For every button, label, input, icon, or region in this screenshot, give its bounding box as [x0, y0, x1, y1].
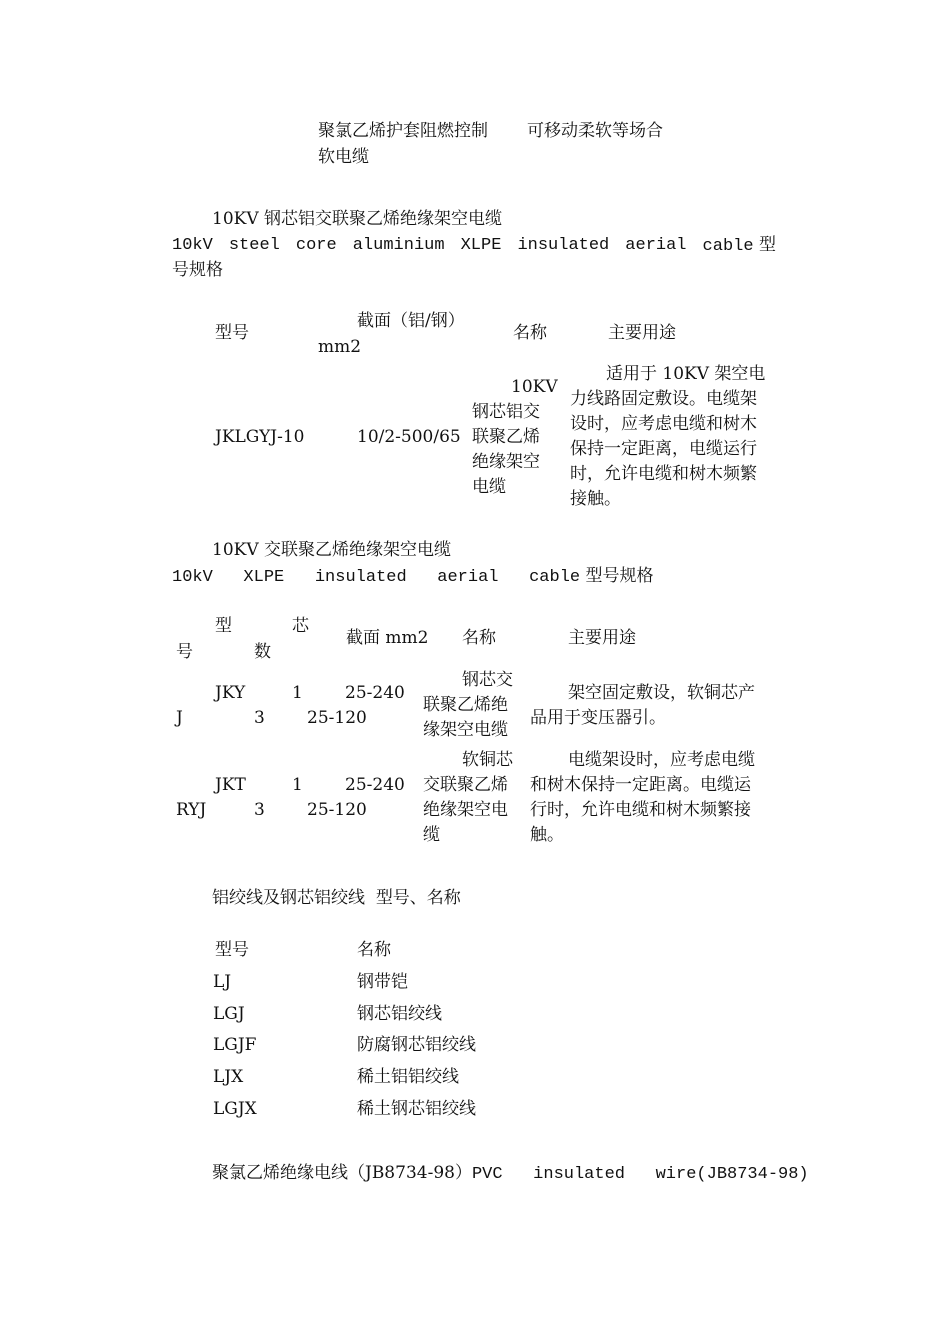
heading-en-word: aluminium: [352, 236, 445, 255]
table2-col-cores-a: 芯: [292, 616, 309, 636]
heading-en-word: aerial: [625, 236, 687, 255]
heading-en-word: XLPE: [460, 236, 502, 255]
table2-col-cores-b: 数: [254, 642, 271, 662]
heading-en-word: cable 型: [702, 235, 776, 256]
table2-row2-section-a: 25-240: [345, 775, 405, 795]
fragment-text-1: 聚氯乙烯护套阻燃控制: [318, 121, 488, 141]
table3-row-model: LGJF: [213, 1035, 257, 1055]
table2-row2-section-b: 25-120: [307, 800, 367, 820]
table3-row-model: LJ: [213, 972, 232, 992]
heading-en-word: 10kV: [172, 236, 213, 255]
table2-row2-cores-b: 3: [254, 800, 265, 820]
table3-col-name: 名称: [357, 940, 391, 960]
table2-col-model-b: 号: [176, 642, 193, 662]
fragment-text-3: 软电缆: [318, 147, 369, 167]
table2-row2-model-b: RYJ: [176, 800, 207, 820]
table3-row-model: LGJ: [213, 1004, 245, 1024]
heading-en-word: core: [295, 236, 337, 255]
table2-col-name: 名称: [462, 628, 496, 648]
section1-heading-en-cont: 号规格: [172, 260, 223, 280]
section2-heading-en: [172, 564, 654, 590]
table1-col-section: 截面（铝/钢）: [357, 311, 465, 331]
table1-col-use: 主要用途: [608, 323, 676, 343]
table1-col-model: 型号: [215, 323, 249, 343]
table2-row1-model-b: J: [176, 708, 183, 728]
table2-row1-cores-a: 1: [292, 683, 303, 703]
table3-row-model: LGJX: [213, 1099, 257, 1119]
table1-col-section-unit: mm2: [318, 337, 362, 357]
table2-col-use: 主要用途: [568, 628, 636, 648]
table3-row-name: 稀土铝铝绞线: [357, 1067, 459, 1087]
table1-col-name: 名称: [513, 323, 547, 343]
table2-row1-section-b: 25-120: [307, 708, 367, 728]
section4-heading: 聚氯乙烯绝缘电线（JB8734-98）PVC insulated wire(JB8734-98): [212, 1163, 809, 1184]
section3-heading: 铝绞线及钢芯铝绞线 型号、名称: [212, 888, 461, 908]
table2-row1-cores-b: 3: [254, 708, 265, 728]
section1-heading: 10KV 钢芯铝交联聚乙烯绝缘架空电缆: [212, 209, 503, 229]
heading-en-word: 10kV: [172, 568, 213, 587]
table2-row1-use: 架空固定敷设，软铜芯产 品用于变压器引。: [530, 683, 755, 728]
table1-cell-model: JKLGYJ-10: [215, 427, 305, 447]
table2-row2-name: 软铜芯 交联聚乙烯 绝缘架空电 缆: [423, 750, 513, 845]
table1-cell-use: 适用于 10KV 架空电 力线路固定敷设。电缆架 设时，应考虑电缆和树木 保持一定距离，电缆运行 时，允许电缆和树木频繁 接触。: [570, 364, 766, 509]
section2-heading: 10KV 交联聚乙烯绝缘架空电缆: [212, 540, 452, 560]
table2-row1-section-a: 25-240: [345, 683, 405, 703]
table3-col-model: 型号: [215, 940, 249, 960]
heading-en-tail: 型号规格: [585, 566, 654, 586]
table1-cell-section: 10/2-500/65: [357, 427, 461, 447]
table2-col-model-a: 型: [215, 616, 232, 636]
heading-en-word: aerial: [437, 568, 499, 587]
heading-en-word: insulated: [517, 236, 610, 255]
heading-en-word: steel: [228, 236, 280, 255]
table2-row1-model-a: JKY: [215, 683, 246, 703]
table3-row-model: LJX: [213, 1067, 244, 1087]
table3-row-name: 稀土钢芯铝绞线: [357, 1099, 476, 1119]
table1-cell-name: 10KV 钢芯铝交 联聚乙烯 绝缘架空 电缆: [472, 377, 558, 497]
table3-row-name: 钢芯铝绞线: [357, 1004, 442, 1024]
table3-row-name: 钢带铠: [357, 972, 408, 992]
table2-col-section: 截面 mm2: [346, 628, 429, 648]
fragment-text-2: 可移动柔软等场合: [527, 121, 663, 141]
heading-en-word: cable: [529, 568, 581, 587]
table2-row2-use: 电缆架设时，应考虑电缆 和树木保持一定距离。电缆运 行时，允许电缆和树木频繁接 触。: [530, 750, 755, 845]
table2-row2-cores-a: 1: [292, 775, 303, 795]
table3-row-name: 防腐钢芯铝绞线: [357, 1035, 476, 1055]
table2-row2-model-a: JKT: [215, 775, 246, 795]
section1-heading-en: [172, 233, 776, 259]
heading-en-word: XLPE: [243, 568, 285, 587]
heading-en-word: insulated: [314, 568, 407, 587]
table2-row1-name: 钢芯交 联聚乙烯绝 缘架空电缆: [423, 670, 513, 740]
